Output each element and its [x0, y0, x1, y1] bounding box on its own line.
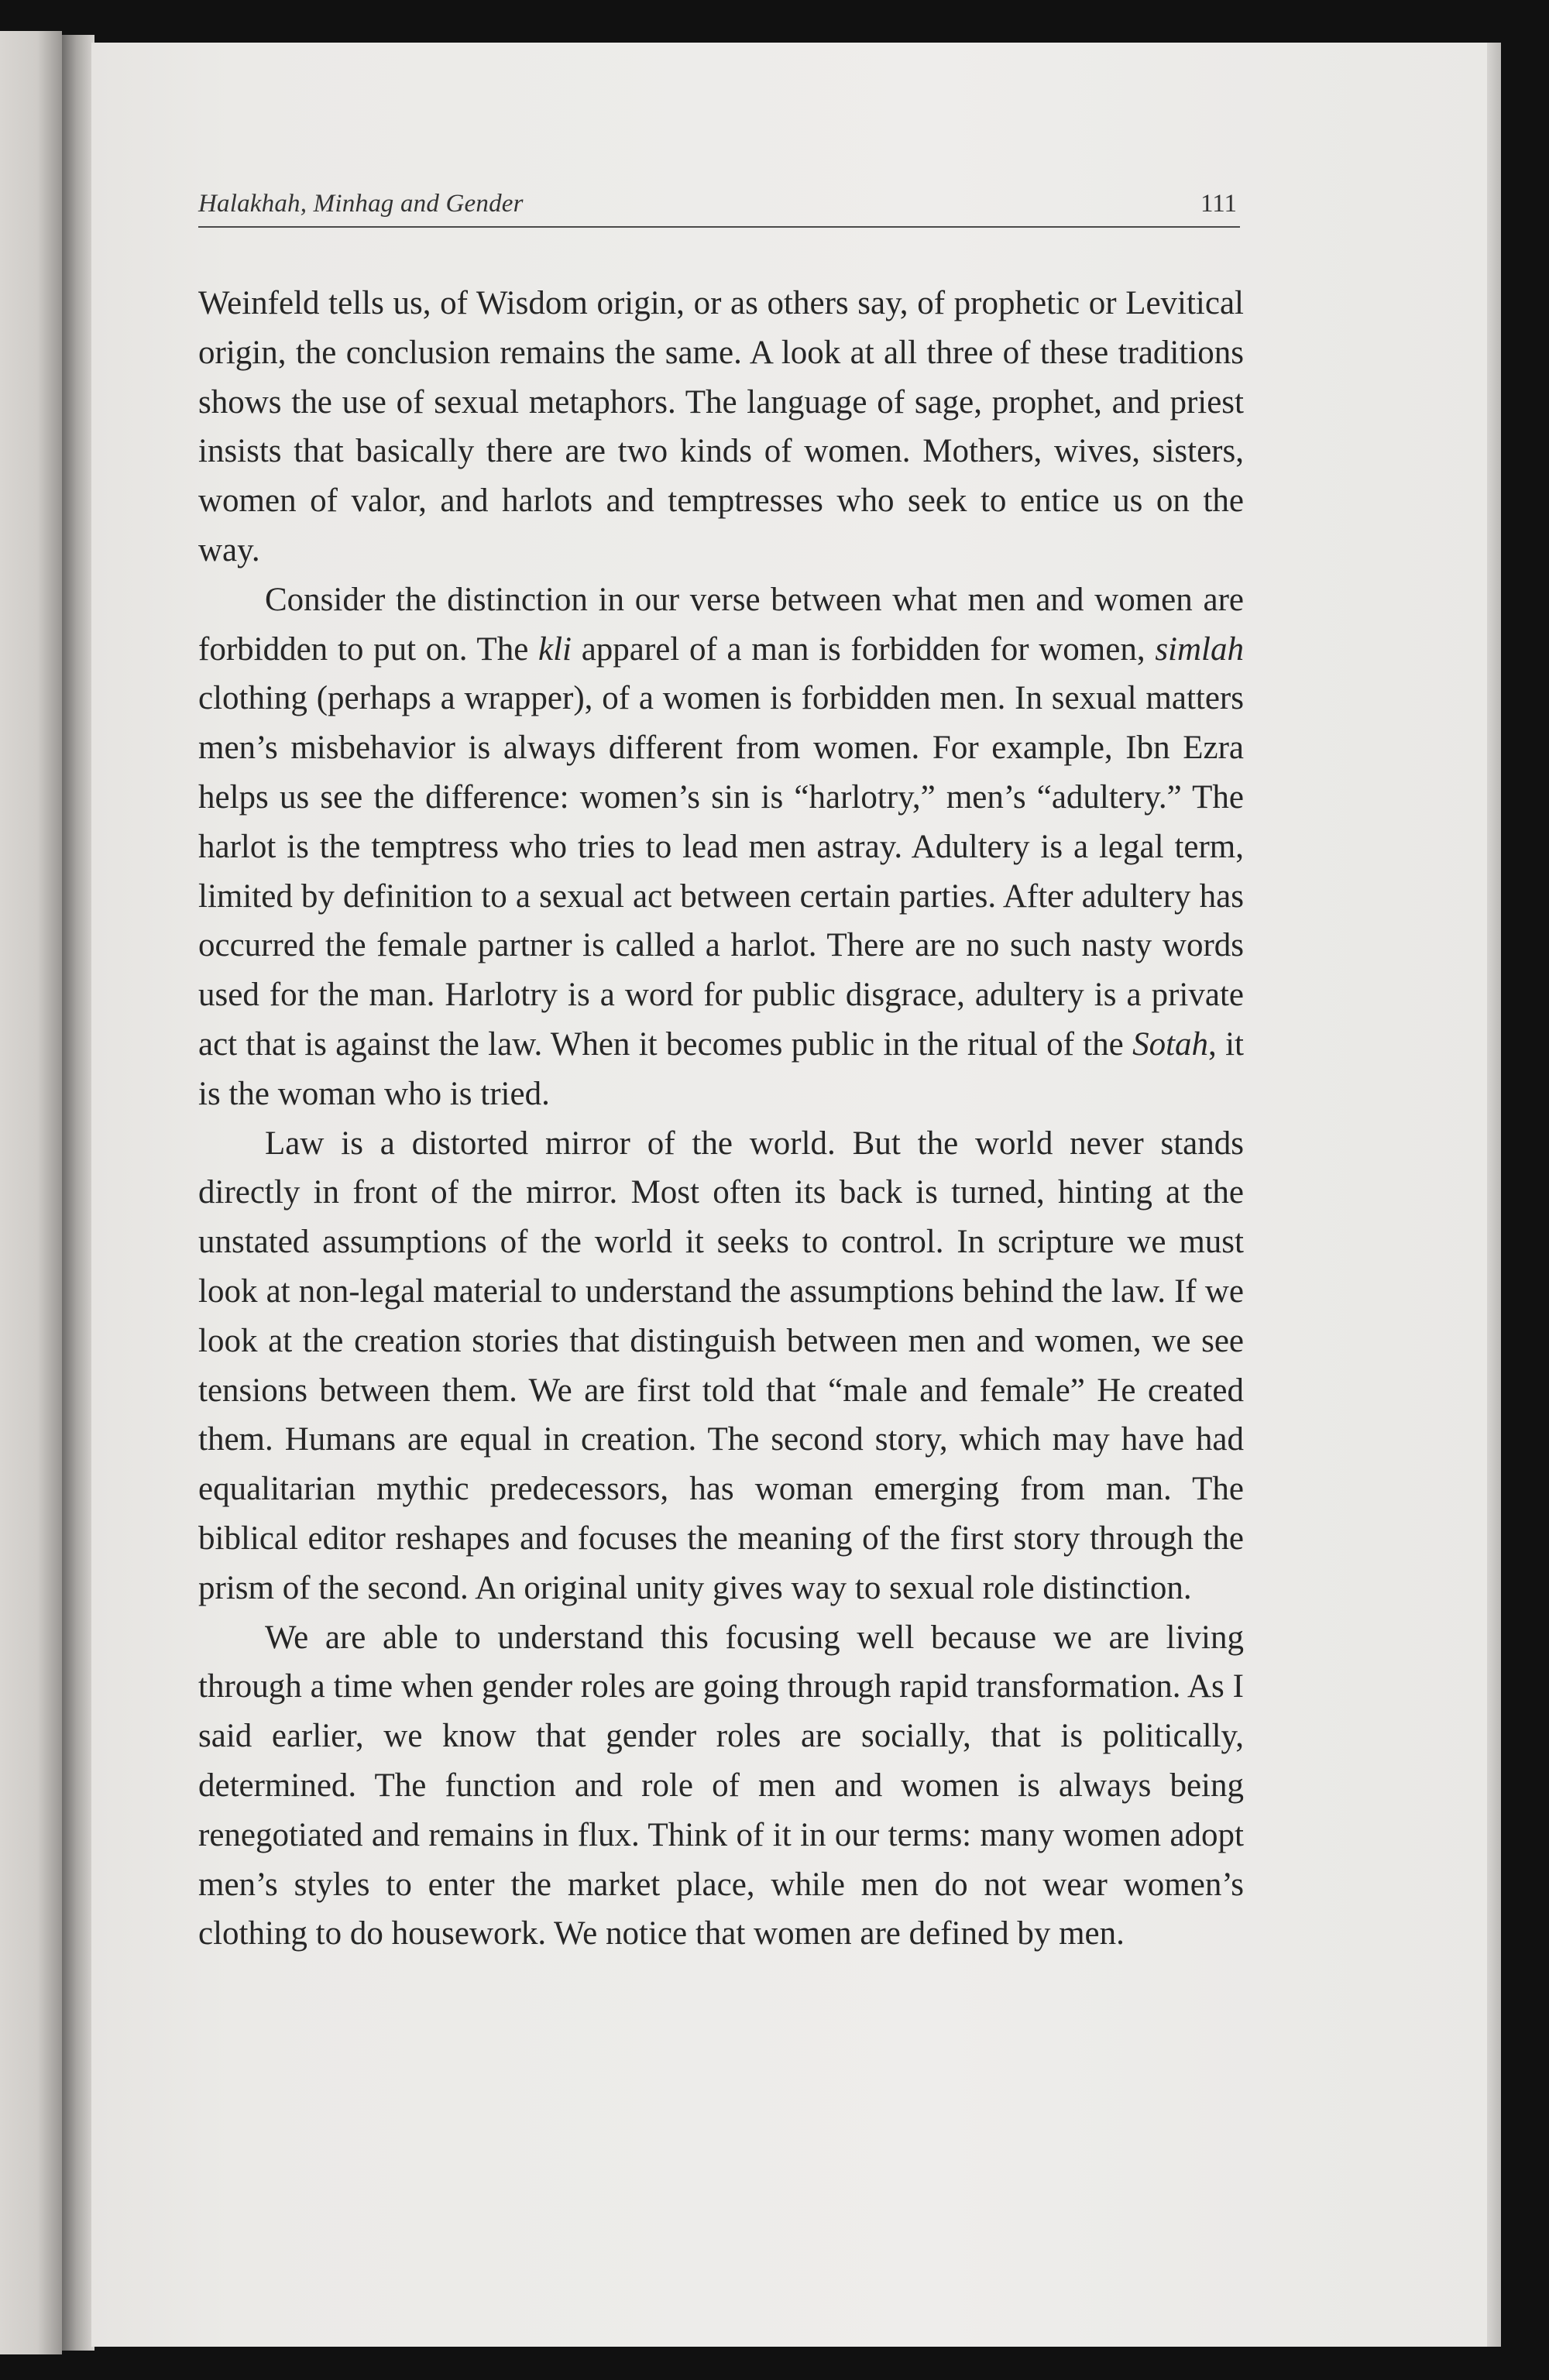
paragraph-text: apparel of a man is forbidden for women, — [572, 630, 1156, 668]
paragraph-1 — [198, 279, 1244, 575]
running-title: Halakhah, Minhag and Gender — [198, 190, 524, 218]
paragraph-text: clothing (perhaps a wrapper), of a women is forbidden men. In sexual matters men’s misbehavior is always different from women. For example, Ibn Ezra helps us see the difference: women’s sin is “harlotry,” men’s “adultery.” The harlot is the temptress who tries to lead men astray. Adultery is a legal term, limited by definition to a sexual act between certain parties. After adultery has occurred the female partner is called a harlot. There are no such nasty words used for the man. Harlotry is a word for public disgrace, adultery is a private act that is against the law. When it becomes public in the ritual of the — [198, 680, 1244, 1063]
paragraph-2 — [198, 575, 1244, 1119]
page-number: 111 — [1200, 190, 1237, 218]
term-sotah: Sotah — [1132, 1025, 1209, 1063]
paragraph-text: Law is a distorted mirror of the world. But the world never stands directly in front of the mirror. Most often its back is turned, hinting at the unstated assumptions of the world it seeks to control. In scripture we must look at non-legal material to understand the assumptions behind the law. If we look at the creation stories that distinguish between men and women, we see tensions between them. We are first told that “male and female” He created them. Humans are equal in creation. The second story, which may have had equalitarian mythic predecessors, has woman emerging from man. The biblical editor reshapes and focuses the meaning of the first story through the prism of the second. An original unity gives way to sexual role distinction. — [198, 1125, 1244, 1606]
gutter-shadow — [62, 35, 94, 2351]
paragraph-3 — [198, 1119, 1244, 1613]
paragraph-text: Consider the distinction in our verse between what men and women are forbidden to put on. The — [198, 581, 1244, 668]
running-header — [198, 183, 1240, 228]
paragraph-text: , it is the woman who is tried. — [198, 1025, 1244, 1112]
term-kli: kli — [538, 630, 572, 668]
paragraph-text: Weinfeld tells us, of Wisdom origin, or as others say, of prophetic or Levitical origin, the conclusion remains the same. A look at all three of these traditions shows the use of sexual metaphors. The language of sage, prophet, and priest insists that basically there are two kinds of women. Mothers, wives, sisters, women of valor, and harlots and temptresses who seek to entice us on the way. — [198, 285, 1244, 568]
paragraph-4 — [198, 1613, 1244, 1959]
body-text — [198, 279, 1244, 1959]
paragraph-text: We are able to understand this focusing well because we are living through a time when gender roles are going through rapid transformation. As I said earlier, we know that gender roles are socially, that is politically, determined. The function and role of men and women is always being renegotiated and remains in flux. Think of it in our terms: many women adopt men’s styles to enter the market place, while men do not wear women’s clothing to do housework. We notice that women are defined by men. — [198, 1619, 1244, 1952]
left-page-edge — [0, 31, 62, 2354]
page-edge-right — [1487, 43, 1501, 2347]
term-simlah: simlah — [1155, 630, 1244, 668]
